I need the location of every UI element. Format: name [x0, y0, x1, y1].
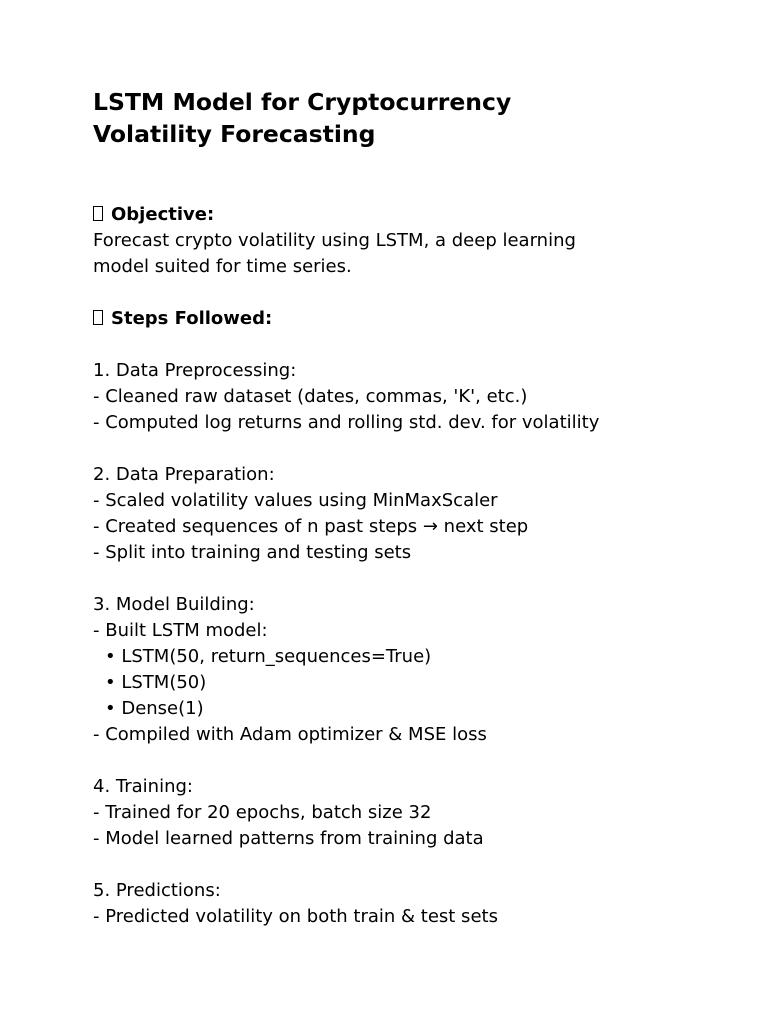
- steps-heading-label: Steps Followed:: [111, 308, 273, 329]
- missing-glyph-box-icon: [93, 310, 103, 325]
- step-3-heading: 3. Model Building:: [93, 594, 255, 615]
- step-3-bullet-1: • LSTM(50, return_sequences=True): [105, 646, 432, 667]
- document-title: [93, 86, 733, 150]
- objective-heading-label: Objective:: [111, 204, 215, 225]
- step-2-line-2: - Created sequences of n past steps → next step: [93, 516, 529, 537]
- document-page: [93, 86, 733, 930]
- objective-text-line-2: model suited for time series.: [93, 256, 352, 277]
- step-2-heading: 2. Data Preparation:: [93, 464, 275, 485]
- objective-heading: [93, 202, 733, 228]
- step-5-line-1: - Predicted volatility on both train & test sets: [93, 906, 498, 927]
- step-4-line-2: - Model learned patterns from training data: [93, 828, 484, 849]
- step-3-bullet-3: • Dense(1): [105, 698, 204, 719]
- title-line-2: Volatility Forecasting: [93, 120, 376, 148]
- missing-glyph-box-icon: [93, 206, 103, 221]
- step-4-line-1: - Trained for 20 epochs, batch size 32: [93, 802, 432, 823]
- step-1-heading: 1. Data Preprocessing:: [93, 360, 297, 381]
- step-2-line-3: - Split into training and testing sets: [93, 542, 412, 563]
- step-2-line-1: - Scaled volatility values using MinMaxScaler: [93, 490, 498, 511]
- step-3-bullet-2: • LSTM(50): [105, 672, 207, 693]
- title-line-1: LSTM Model for Cryptocurrency: [93, 88, 512, 116]
- step-4-heading: 4. Training:: [93, 776, 193, 797]
- steps-heading: [93, 306, 733, 332]
- step-3-line-2: - Compiled with Adam optimizer & MSE loss: [93, 724, 487, 745]
- step-3-line-1: - Built LSTM model:: [93, 620, 268, 641]
- step-1-line-2: - Computed log returns and rolling std. dev. for volatility: [93, 412, 600, 433]
- step-1-line-1: - Cleaned raw dataset (dates, commas, 'K', etc.): [93, 386, 528, 407]
- step-5-heading: 5. Predictions:: [93, 880, 221, 901]
- objective-text-line-1: Forecast crypto volatility using LSTM, a deep learning: [93, 230, 576, 251]
